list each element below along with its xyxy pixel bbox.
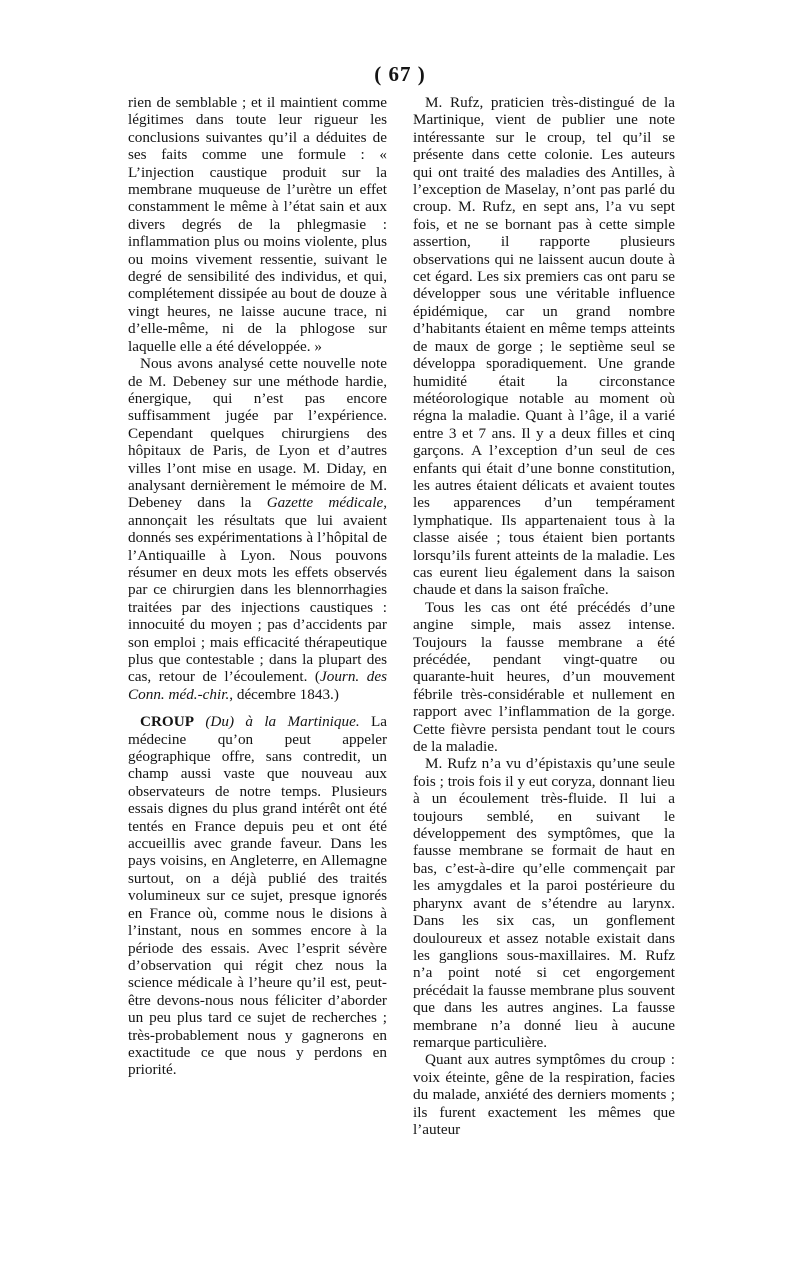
right-column (413, 94, 675, 1138)
journal-title: Gazette médicale (266, 494, 384, 512)
paragraph-epistaxis: M. Rufz n’a vu d’épistaxis qu’une seule fois ; trois fois il y eut coryza, donnant lieu à un écoulement très-fluide. Il lui a toujours semblé, en suivant le développement des symptômes, que la fausse membrane se formait de haut en bas, c’est-à-dire qu’elle commençait par les amygdales et la paroi postérieure du pharynx avant de s’étendre au larynx. Dans les six cas, un gonflement douloureux et assez notable existait dans les ganglions sous-maxillaires. M. Rufz n’a point noté si cet engorgement précédait la fausse membrane plus souvent que dans les autres angines. La fausse membrane n’a donné lieu à aucune remarque particulière. (413, 755, 675, 1051)
paragraph-rufz: M. Rufz, praticien très-distingué de la Martinique, vient de publier une note intéressante sur le croup, tel qu’il se présente dans cette colonie. Les auteurs qui ont traité des maladies des Antilles, à l’exception de Maselay, n’ont pas parlé du croup. M. Rufz, en sept ans, l’a vu sept fois, et ne se bornant pas à cette simple assertion, il rapporte plusieurs observations qui ne laissent aucun doute à cet égard. Les six premiers cas ont paru se développer sous une véritable influence épidémique, car un grand nombre d’habitants étaient en même temps atteints de maux de gorge ; le septième seul se développa sporadiquement. Une grande humidité était la circonstance météorologique notable au moment où régna la maladie. Quant à l’âge, il a varié entre 3 et 7 ans. Il y a deux filles et cinq garçons. A l’exception d’un seul de ces enfants qui était d’une bonne constitution, les autres étaient délicats et avaient toutes les apparences d’un tempérament lymphatique. Ils appartenaient tous à la classe aisée ; tous étaient bien portants lorsqu’ils furent atteints de la maladie. Les cas eurent lieu également dans la saison chaude et dans la saison fraîche. (413, 94, 675, 599)
paragraph-other-symptoms: Quant aux autres symptômes du croup : voix éteinte, gêne de la respiration, facies du malade, anxiété des derniers moments ; ils furent exactement les mêmes que l’auteur (413, 1051, 675, 1138)
paragraph-continued: rien de semblable ; et il maintient comme légitimes dans toute leur rigueur les conclusions suivantes qu’il a déduites de ses faits comme une formule : « L’injection caustique produit sur la membrane muqueuse de l’urètre un effet constamment le même à l’état sain et aux divers degrés de la phlegmasie : inflammation plus ou moins violente, plus ou moins vivement ressentie, suivant le degré de sensibilité des individus, et qui, complétement dissipée au bout de douze à vingt heures, ne laisse aucune trace, ni d’elle-même, ni de la phlogose sur laquelle elle a été développée. » (128, 94, 387, 355)
text-run: , annonçait les résultats que lui avaient donnés ses expérimentations à l’hôpital de l’Antiquaille à Lyon. Nous pouvons résumer en deux mots les effets observés par ce chirurgien dans les blennorrhagies traitées par des injections caustiques : innocuité du moyen ; pas d’accidents par son emploi ; mais efficacité thérapeutique plus que contestable ; dans la plupart des cas, retour de l’écoulement. ( (128, 494, 387, 686)
page-number: ( 67 ) (374, 62, 426, 86)
text-run: Nous avons analysé cette nouvelle note de M. Debeney sur une méthode hardie, énergique, qui n’est pas encore suffisamment jugée par l’expérience. Cependant quelques chirurgiens des hôpitaux de Paris, de Lyon et d’autres villes l’ont mise en usage. M. Diday, en analysant dernièrement le mémoire de M. Debeney dans la (128, 355, 387, 512)
entry-heading-place: à la Martinique. (234, 713, 360, 731)
source-citation: Journ. des Conn. méd.-chir. (128, 668, 387, 703)
entry-heading: CROUP (140, 713, 194, 731)
paragraph-debeney (128, 355, 387, 703)
paragraph-croup (128, 713, 387, 1079)
paragraph-symptoms-angine: Tous les cas ont été précédés d’une angine simple, mais assez intense. Toujours la fausse membrane a été précédée, pendant vingt-quatre ou quarante-huit heures, d’un mouvement fébrile très-considérable et nullement en rapport avec l’inflammation de la gorge. Cette fièvre persista pendant tout le cours de la maladie. (413, 598, 675, 756)
entry-heading-paren: (Du) (205, 713, 235, 731)
text-run: La médecine qu’on peut appeler géographique offre, sans contredit, un champ aussi vaste que nouveau aux observateurs de notre temps. Plusieurs essais dignes du plus grand intérêt ont été tentés en France depuis peu et ont été accueillis avec grande faveur. Dans les pays voisins, en Angleterre, en Allemagne surtout, on a déjà publié des traités volumineux sur ce sujet, presque ignorés en France où, comme nous le disions à l’instant, nous en sommes encore à la période des essais. Avec l’esprit sévère d’observation qui régit chez nous la science médicale à l’heure qu’il est, peut-être devons-nous nous féliciter d’aborder un peu plus tard ce sujet de recherches ; très-probablement nous y gagnerons en exactitude ce que nous y perdons en priorité. (128, 713, 388, 1079)
left-column (128, 94, 387, 1079)
text-run: , décembre 1843.) (229, 685, 339, 703)
